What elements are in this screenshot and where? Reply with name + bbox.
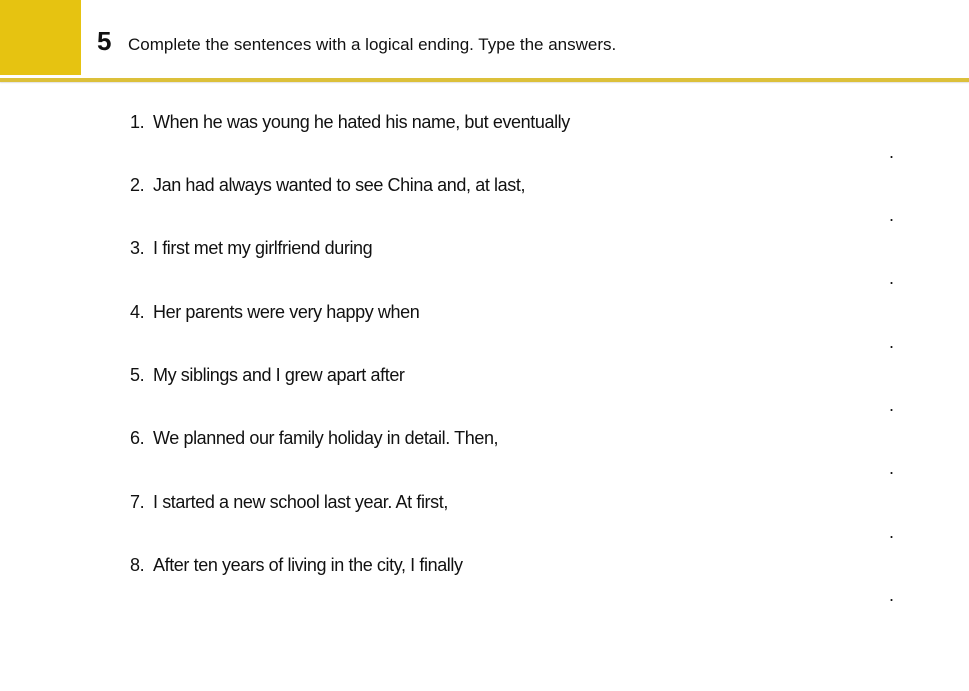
answer-input-6[interactable] (130, 453, 885, 477)
answer-input-1[interactable] (130, 137, 885, 161)
exercise-number: 5 (97, 26, 112, 56)
sentence-item-2 (130, 174, 910, 234)
item-number: 5. (130, 365, 145, 385)
item-number: 6. (130, 428, 145, 448)
item-number: 1. (130, 112, 145, 132)
answer-input-3[interactable] (130, 263, 885, 287)
sentence-item-4 (130, 301, 910, 361)
sentence-prompt: Jan had always wanted to see China and, at last, (153, 175, 526, 195)
sentence-end-period: . (889, 142, 895, 162)
item-number: 3. (130, 238, 145, 258)
item-number: 7. (130, 492, 145, 512)
item-number: 4. (130, 302, 145, 322)
sentence-item-8 (130, 554, 910, 614)
sentence-item-3 (130, 237, 910, 297)
sentence-prompt: After ten years of living in the city, I finally (153, 555, 463, 575)
sentence-end-period: . (889, 585, 895, 605)
answer-input-5[interactable] (130, 390, 885, 414)
sentence-end-period: . (889, 522, 895, 542)
sentence-prompt: My siblings and I grew apart after (153, 365, 405, 385)
header-divider (0, 78, 969, 82)
sentence-prompt: We planned our family holiday in detail. Then, (153, 428, 499, 448)
sentence-item-7 (130, 491, 910, 551)
sentence-end-period: . (889, 268, 895, 288)
item-number: 2. (130, 175, 145, 195)
sentence-prompt: When he was young he hated his name, but eventually (153, 112, 570, 132)
sentence-prompt: I started a new school last year. At first, (153, 492, 448, 512)
exercise-instruction: Complete the sentences with a logical ending. Type the answers. (128, 35, 617, 54)
sentence-item-6 (130, 427, 910, 487)
item-number: 8. (130, 555, 145, 575)
answer-input-7[interactable] (130, 517, 885, 541)
answer-input-2[interactable] (130, 200, 885, 224)
sentence-end-period: . (889, 332, 895, 352)
sentence-item-1 (130, 111, 910, 171)
sentence-prompt: Her parents were very happy when (153, 302, 420, 322)
answer-input-4[interactable] (130, 327, 885, 351)
sentence-end-period: . (889, 205, 895, 225)
sentence-end-period: . (889, 458, 895, 478)
sentence-item-5 (130, 364, 910, 424)
sentence-end-period: . (889, 395, 895, 415)
header-accent-block (0, 0, 81, 75)
answer-input-8[interactable] (130, 580, 885, 604)
sentence-prompt: I first met my girlfriend during (153, 238, 373, 258)
